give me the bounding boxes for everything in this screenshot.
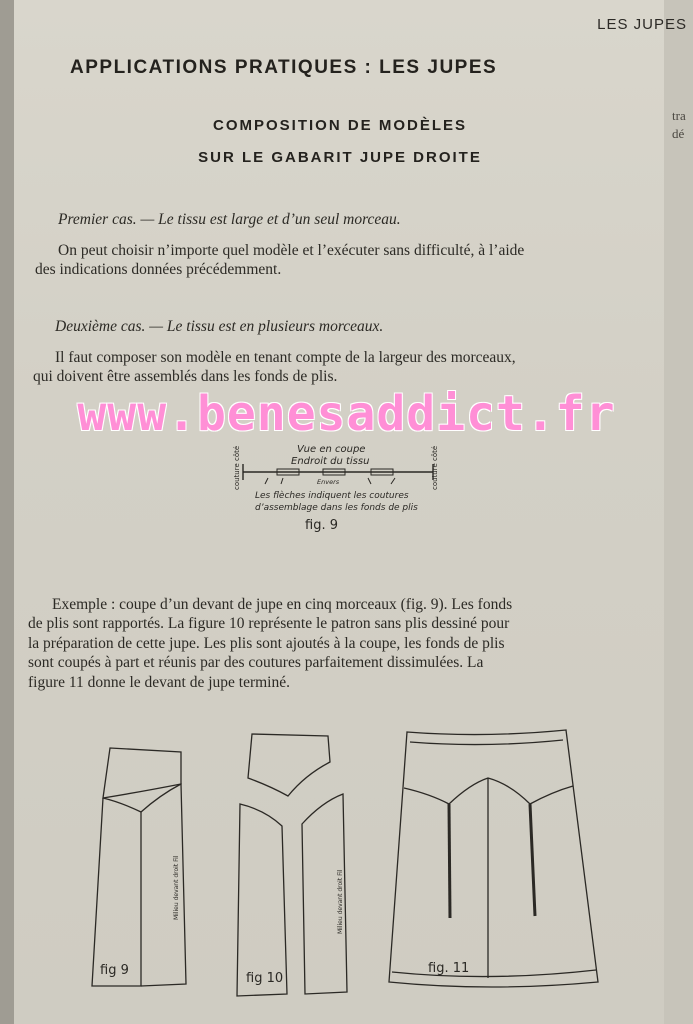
diagram-label-right-side: Endroit du tissu [291, 456, 370, 467]
section-title-line2: SUR LE GABARIT JUPE DROITE [198, 149, 482, 166]
watermark: www.benesaddict.fr [77, 386, 616, 442]
example-line1: Exemple : coupe d’un devant de jupe en cinq morceaux (fig. 9). Les fonds [52, 596, 513, 613]
pattern-figures [0, 720, 693, 1020]
case2-heading: Deuxième cas. — Le tissu est en plusieurs morceaux. [55, 318, 384, 335]
diagram-label-view: Vue en coupe [297, 444, 366, 455]
case2-text-line1: Il faut composer son modèle en tenant compte de la largeur des morceaux, [55, 349, 516, 366]
diagram-note-line1: Les flèches indiquent les coutures [255, 491, 409, 501]
facing-page-fragment: tra [672, 108, 686, 123]
fig11-label: fig. 11 [428, 961, 470, 976]
fig10-pattern [237, 734, 347, 996]
grain-line-label: Milieu devant droit Fil [337, 869, 344, 934]
page-title: APPLICATIONS PRATIQUES : LES JUPES [70, 57, 498, 78]
example-line2: de plis sont rapportés. La figure 10 représente le patron sans plis dessiné pour [28, 615, 510, 632]
diagram-label-side-seam-right: couture côté [431, 445, 439, 490]
example-line3: la préparation de cette jupe. Les plis sont ajoutés à la coupe, les fonds de plis [28, 635, 505, 652]
diagram-label-side-seam-left: couture côté [233, 445, 241, 490]
fig9-caption: fig. 9 [305, 518, 338, 533]
case1-text-line2: des indications données précédemment. [35, 261, 282, 278]
fig9-pattern [92, 748, 186, 986]
section-title-line1: COMPOSITION DE MODÈLES [212, 117, 467, 134]
case1-heading: Premier cas. — Le tissu est large et d’un seul morceau. [58, 211, 401, 228]
fig9-cross-section-diagram [225, 436, 455, 536]
diagram-note-line2: d’assemblage dans les fonds de plis [255, 503, 418, 513]
grain-line-label: Milieu devant droit Fil [173, 855, 180, 920]
fig11-finished-skirt [389, 730, 598, 987]
running-head: LES JUPES [597, 16, 687, 33]
example-line4: sont coupés à part et réunis par des coutures parfaitement dissimulées. La [28, 654, 484, 671]
fig10-pattern-label: fig 10 [246, 971, 284, 986]
diagram-label-wrong-side: Envers [317, 478, 340, 486]
case1-text-line1: On peut choisir n’importe quel modèle et l’exécuter sans difficulté, à l’aide [58, 242, 525, 259]
example-line5: figure 11 donne le devant de jupe terminé. [28, 674, 290, 691]
facing-page-fragment: dé [672, 126, 685, 141]
fig9-pattern-label: fig 9 [100, 963, 129, 978]
case2-text-line2: qui doivent être assemblés dans les fonds de plis. [33, 368, 338, 385]
